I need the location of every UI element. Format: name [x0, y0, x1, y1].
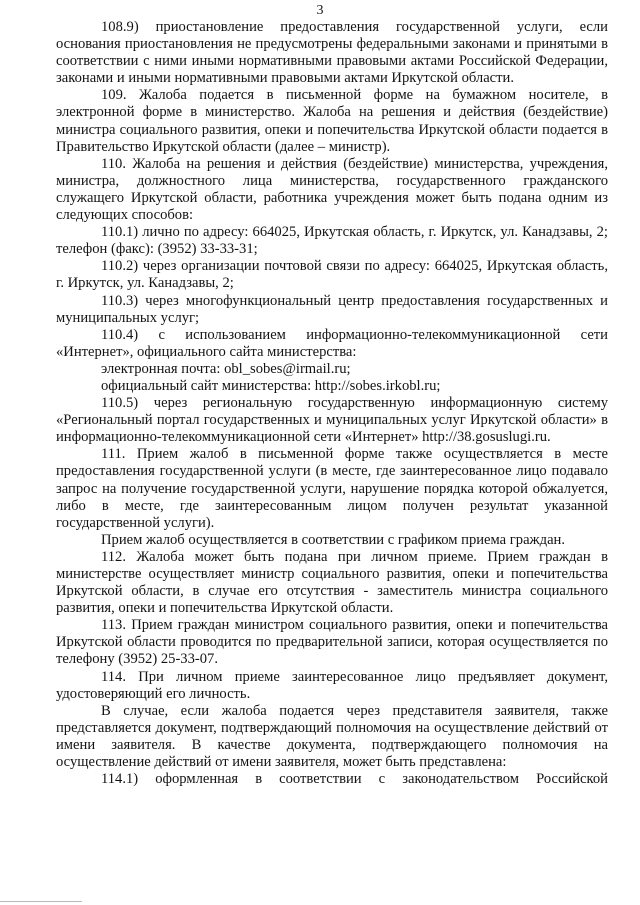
- paragraph-110-5: 110.5) через региональную государственную информационную систему «Региональный портал государственных и муниципальных услуг Иркутской области» в информационно-телекоммуникационной сети «Интернет» http://38.gosuslugi.ru.: [56, 395, 608, 446]
- paragraph-110: 110. Жалоба на решения и действия (бездействие) министерства, учреждения, министра, должностного лица министерства, государственного гражданского служащего Иркутской области, работника учреждения может быть подана одним из следующих способов:: [56, 155, 608, 224]
- paragraph-114: 114. При личном приеме заинтересованное лицо предъявляет документ, удостоверяющий его личность.: [56, 668, 608, 702]
- page-number: 3: [316, 3, 324, 18]
- paragraph-schedule: Прием жалоб осуществляется в соответствии с графиком приема граждан.: [101, 531, 565, 548]
- document-body: [56, 19, 608, 788]
- email-line: электронная почта: obl_sobes@irmail.ru;: [101, 360, 351, 377]
- paragraph-114-1: 114.1) оформленная в соответствии с законодательством Российской: [101, 771, 608, 788]
- paragraph-109: 109. Жалоба подается в письменной форме на бумажном носителе, в электронной форме в министерство. Жалоба на решения и действия (бездействие) министра социального развития, опеки и попечительства Иркутской области подается в Правительство Иркутской области (далее – министр).: [56, 87, 608, 155]
- page-edge-divider: [0, 901, 82, 902]
- paragraph-108-9: 108.9) приостановление предоставления государственной услуги, если основания приостановления не предусмотрены федеральными законами и принятыми в соответствии с ними иными нормативными правовыми актами Российской Федерации, законами и иными нормативными правовыми актами Иркутской области.: [56, 19, 608, 87]
- paragraph-110-2: 110.2) через организации почтовой связи по адресу: 664025, Иркутская область, г. Иркутск, ул. Канадзавы, 2;: [56, 258, 608, 292]
- paragraph-representative: В случае, если жалоба подается через представителя заявителя, также представляется документ, подтверждающий полномочия на осуществление действий от имени заявителя. В качестве документа, подтверждающего полномочия на осуществление действий от имени заявителя, может быть представлена:: [56, 702, 608, 771]
- paragraph-113: 113. Прием граждан министром социального развития, опеки и попечительства Иркутской области проводится по предварительной записи, которая осуществляется по телефону (3952) 25-33-07.: [56, 617, 608, 668]
- paragraph-112: 112. Жалоба может быть подана при личном приеме. Прием граждан в министерстве осуществляет министр социального развития, опеки и попечительства Иркутской области, в случае его отсутствия - заместитель министра социального развития, опеки и попечительства Иркутской области.: [56, 548, 608, 617]
- paragraph-110-3: 110.3) через многофункциональный центр предоставления государственных и муниципальных услуг;: [56, 292, 608, 326]
- website-line: официальный сайт министерства: http://sobes.irkobl.ru;: [101, 377, 441, 394]
- paragraph-111: 111. Прием жалоб в письменной форме также осуществляется в месте предоставления государственной услуги (в месте, где заинтересованное лицо подавало запрос на получение государственной услуги, нарушение порядка которой обжалуется, либо в месте, где заинтересованным лицом получен результат указанной государственной услуги).: [56, 446, 608, 531]
- paragraph-110-4: 110.4) с использованием информационно-телекоммуникационной сети «Интернет», официального сайта министерства:: [56, 326, 608, 360]
- paragraph-110-1: 110.1) лично по адресу: 664025, Иркутская область, г. Иркутск, ул. Канадзавы, 2; телефон (факс): (3952) 33-33-31;: [56, 224, 608, 258]
